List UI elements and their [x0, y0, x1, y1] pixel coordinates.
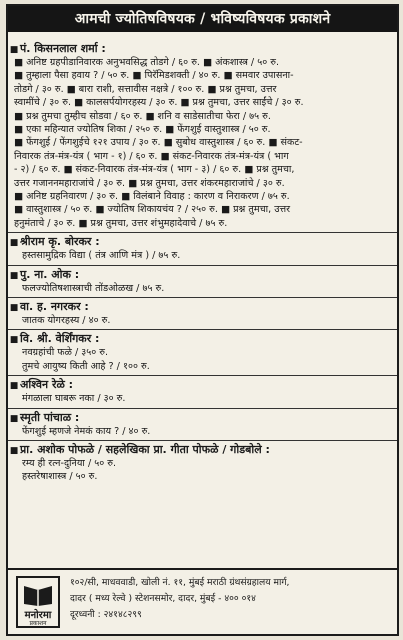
book-entry-line: फलज्योतिषशास्त्राची तोंडओळख / ७५ रु. — [22, 282, 165, 294]
section-divider — [8, 329, 397, 330]
author-name: अश्विन रेळे : — [20, 378, 74, 392]
bullet-icon: ■ — [9, 446, 19, 456]
author-heading — [8, 42, 106, 57]
bullet-icon: ■ — [9, 45, 19, 55]
book-entry-line: हनुमंताचे / ३० रु. ■ प्रश्न तुमचा, उत्तर शंभुमहादेवाचे / ७५ रु. — [14, 217, 228, 229]
logo-brand: मनोरमा — [24, 610, 52, 621]
author-heading — [8, 378, 73, 393]
author-heading — [8, 235, 100, 250]
book-entry-line: उत्तर गजाननमहाराजांचे / ३० रु. ■ प्रश्न तुमचा, उत्तर शंकरमहाराजांचे / ३० रु. — [14, 177, 285, 189]
author-name: स्मृती पांचाळ : — [20, 410, 80, 424]
book-entry-line: मंगळाला घाबरू नका / ३० रु. — [22, 393, 126, 405]
publisher-footer — [8, 568, 397, 634]
bullet-icon: ■ — [9, 335, 19, 346]
book-entry-line: ■ अनिष्ट ग्रहपीडानिवारक अनुभवसिद्ध तोडगे / ६० रु. ■ अंकशास्त्र / ५० रु. — [14, 57, 280, 68]
book-entry-line: ■ एका महिन्यात ज्योतिष शिका / २५० रु. ■ फेंगशुई वास्तुशास्त्र / ५० रु. — [14, 124, 271, 135]
section-divider — [8, 265, 397, 266]
book-entry-line: हस्तसामुद्रिक विद्या ( तंत्र आणि मंत्र ) / ७५ रु. — [22, 250, 181, 262]
book-entry-line: ■ प्रश्न तुमचा तुम्हीच सोडवा / ६० रु. ■ शनि व साडेसातीचा फेरा / ७५ रु. — [14, 110, 271, 122]
author-name: प्रा. अशोक पोफळे / सहलेखिका प्रा. गीता पोफळे / गोडबोले : — [20, 443, 270, 456]
author-name: पं. किसनलाल शर्मा : — [20, 42, 106, 55]
bullet-icon: ■ — [9, 238, 19, 249]
author-heading — [8, 268, 79, 283]
section-divider — [8, 408, 397, 409]
book-icon — [22, 582, 54, 606]
book-entry-line: तुमचे आयुष्य किती आहे ? / १०० रु. — [22, 360, 150, 372]
book-entry-line: ■ तुम्हाला पैसा हवाय ? / ५० रु. ■ पिरॅमिडशक्ती / ४० रु. ■ समवार उपासना- — [14, 70, 294, 82]
section-divider — [8, 375, 397, 376]
bullet-icon: ■ — [9, 303, 19, 313]
catalog-page — [6, 4, 399, 636]
book-entry-line: ■ फेंगशुई / फेंगशुईचे १२१ उपाय / ३० रु. ■ सुबोध वास्तुशास्त्र / ६० रु. ■ संकट- — [14, 137, 303, 149]
author-heading — [8, 411, 79, 426]
logo-subtitle: प्रकाशन — [29, 620, 47, 627]
author-heading — [8, 300, 89, 315]
book-entry-line: तोडगे / ३० रु. ■ बारा राशी, सत्तावीस नक्षत्रे / १०० रु. ■ प्रश्न तुमचा, उत्तर — [14, 83, 277, 95]
book-entry-line: - २) / ६० रु. ■ संकट-निवारक तंत्र-मंत्र-यंत्र ( भाग - ३) / ६० रु. ■ प्रश्न तुमचा, — [14, 164, 295, 176]
publication-list — [8, 36, 397, 568]
author-name: वा. ह. नगरकर : — [20, 300, 89, 313]
book-entry-line: स्वामींचे / ३० रु. ■ कालसर्पयोगरहस्य / ३० रु. ■ प्रश्न तुमचा, उत्तर साईंचे / ३० रु. — [14, 97, 304, 109]
book-entry-line: फेंगशुई म्हणजे नेमकं काय ? / ४० रु. — [22, 425, 151, 437]
author-name: वि. श्री. वेर्शिंगकर : — [20, 332, 100, 346]
author-heading — [8, 332, 99, 347]
section-divider — [8, 297, 397, 298]
address-line-2: दादर ( मध्य रेल्वे ) स्टेशनसमोर, दादर, मुंबई - ४०० ०१४ — [70, 593, 256, 604]
bullet-icon: ■ — [9, 270, 19, 281]
section-divider — [8, 232, 397, 233]
author-name: पु. ना. ओक : — [20, 267, 80, 281]
bullet-icon: ■ — [9, 413, 19, 424]
address-line-1: १०२/सी, माधववाडी, खोली नं. ११, मुंबई मराठी ग्रंथसंग्रहालय मार्ग, — [70, 577, 290, 588]
author-heading — [8, 443, 270, 458]
page-title: आमची ज्योतिषविषयक / भविष्यविषयक प्रकाशने — [8, 6, 397, 32]
book-entry-line: रम्य ही रत्न-दुनिया / ५० रु. — [22, 458, 117, 469]
book-entry-line: नवग्रहांची फळे / ३५० रु. — [22, 347, 109, 359]
book-entry-line: निवारक तंत्र-मंत्र-यंत्र ( भाग - १) / ६० रु. ■ संकट-निवारक तंत्र-मंत्र-यंत्र ( भाग — [14, 150, 289, 162]
book-entry-line: ■ अनिष्ट ग्रहनिवारण / ३० रु. ■ विलंबाने विवाह : कारण व निराकरण / ७५ रु. — [14, 191, 290, 202]
book-entry-line: हस्तरेषाशास्त्र / ५० रु. — [22, 471, 98, 483]
book-entry-line: जातक योगरहस्य / ४० रु. — [22, 315, 111, 326]
author-name: श्रीराम कृ. बोरकर : — [20, 235, 100, 249]
book-entry-line: ■ वास्तुशास्त्र / ५० रु. ■ ज्योतिष शिकायचंय ? / २५० रु. ■ प्रश्न तुमचा, उत्तर — [14, 204, 291, 216]
phone-line: दूरध्वनी : २४१४८२९९ — [70, 609, 142, 620]
publisher-logo — [16, 576, 60, 628]
section-divider — [8, 440, 397, 441]
bullet-icon: ■ — [9, 381, 19, 392]
